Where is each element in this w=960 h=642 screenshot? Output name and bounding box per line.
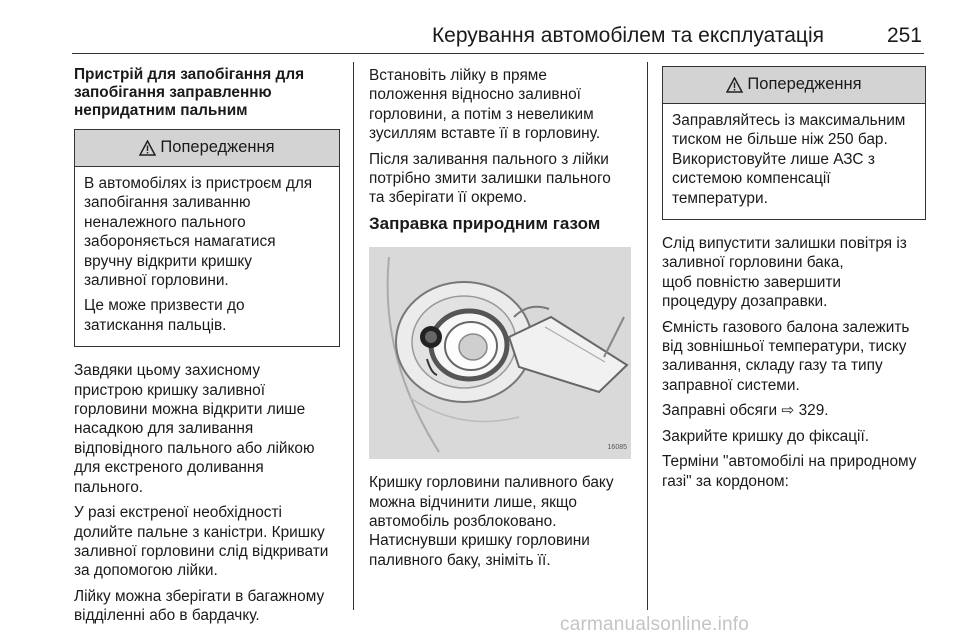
warning-triangle-icon [139,140,156,156]
warning-header [75,130,339,167]
body-paragraph: Ємність газового балона залежить від зовнішньої температури, тиску заливання, складу газу та типу заправної системи. [662,318,910,394]
warning-triangle-icon [726,77,743,93]
body-paragraph: Лійку можна зберігати в багажному відділенні або в бардачку. [74,587,325,625]
warning-box [662,66,926,220]
body-paragraph: Слід випустити залишки повітря із заливної горловини бака, щоб повністю завершити процедуру дозаправки. [662,235,907,311]
warning-paragraph: Заправляйтесь із максимальним тиском не більше ніж 250 бар. Використовуйте лише АЗС з системою компенсації температури. [672,112,906,207]
fuel-filler-figure [369,247,631,459]
page-number: 251 [886,24,922,47]
warning-title: Попередження [747,75,862,94]
body-paragraph: Завдяки цьому захисному пристрою кришку заливної горловини можна відкрити лише насадкою для заливання відповідного пального або лійкою для екстреного доливання пального. [74,362,315,496]
header-rule [72,53,924,54]
section-heading-cng: Заправка природним газом [369,213,601,233]
warning-header [663,67,925,104]
warning-body [75,167,339,346]
warning-paragraph: В автомобілях із пристроєм для запобігання заливанню неналежного пального забороняється намагатися вручну відкрити кришку заливної горловини. [84,175,313,290]
figure-id: 16085 [607,443,627,451]
body-paragraph: Кришку горловини паливного баку можна відчинити лише, якщо автомобіль розблоковано. Натиснувши кришку горловини паливного баку, зніміть її. [369,474,614,569]
page-header [72,24,924,54]
warning-body [663,104,925,219]
column-divider-2 [647,62,648,610]
header-title: Керування автомобілем та експлуатація [431,24,824,47]
body-paragraph: У разі екстреної необхідності долийте пальне з каністри. Кришку заливної горловини слід відкривати за допомогою лійки. [74,504,329,580]
watermark: carmanualsonline.info [560,614,750,635]
warning-title: Попередження [160,138,275,157]
warning-paragraph: Це може призвести до затискання пальців. [84,297,245,334]
body-paragraph: Закрийте кришку до фіксації. [662,427,870,445]
column-1 [74,66,346,632]
column-2 [369,66,637,576]
body-paragraph: Встановіть лійку в пряме положення відносно заливної горловини, а потім з невеликим зусиллям вставте її в горловину. [369,67,601,143]
body-paragraph: Терміни "автомобілі на природному газі" за кордоном: [662,453,917,490]
fuel-filler-illustration [369,247,631,459]
body-paragraph: Заправні обсяги ⇨ 329. [662,402,829,420]
warning-box [74,129,340,347]
section-heading-misfuel: Пристрій для запобігання для запобігання заправленню непридатним пальним [74,66,305,119]
column-divider-1 [353,62,354,610]
column-3 [662,66,926,497]
body-paragraph: Після заливання пального з лійки потрібно змити залишки пального та зберігати її окремо. [369,150,611,207]
